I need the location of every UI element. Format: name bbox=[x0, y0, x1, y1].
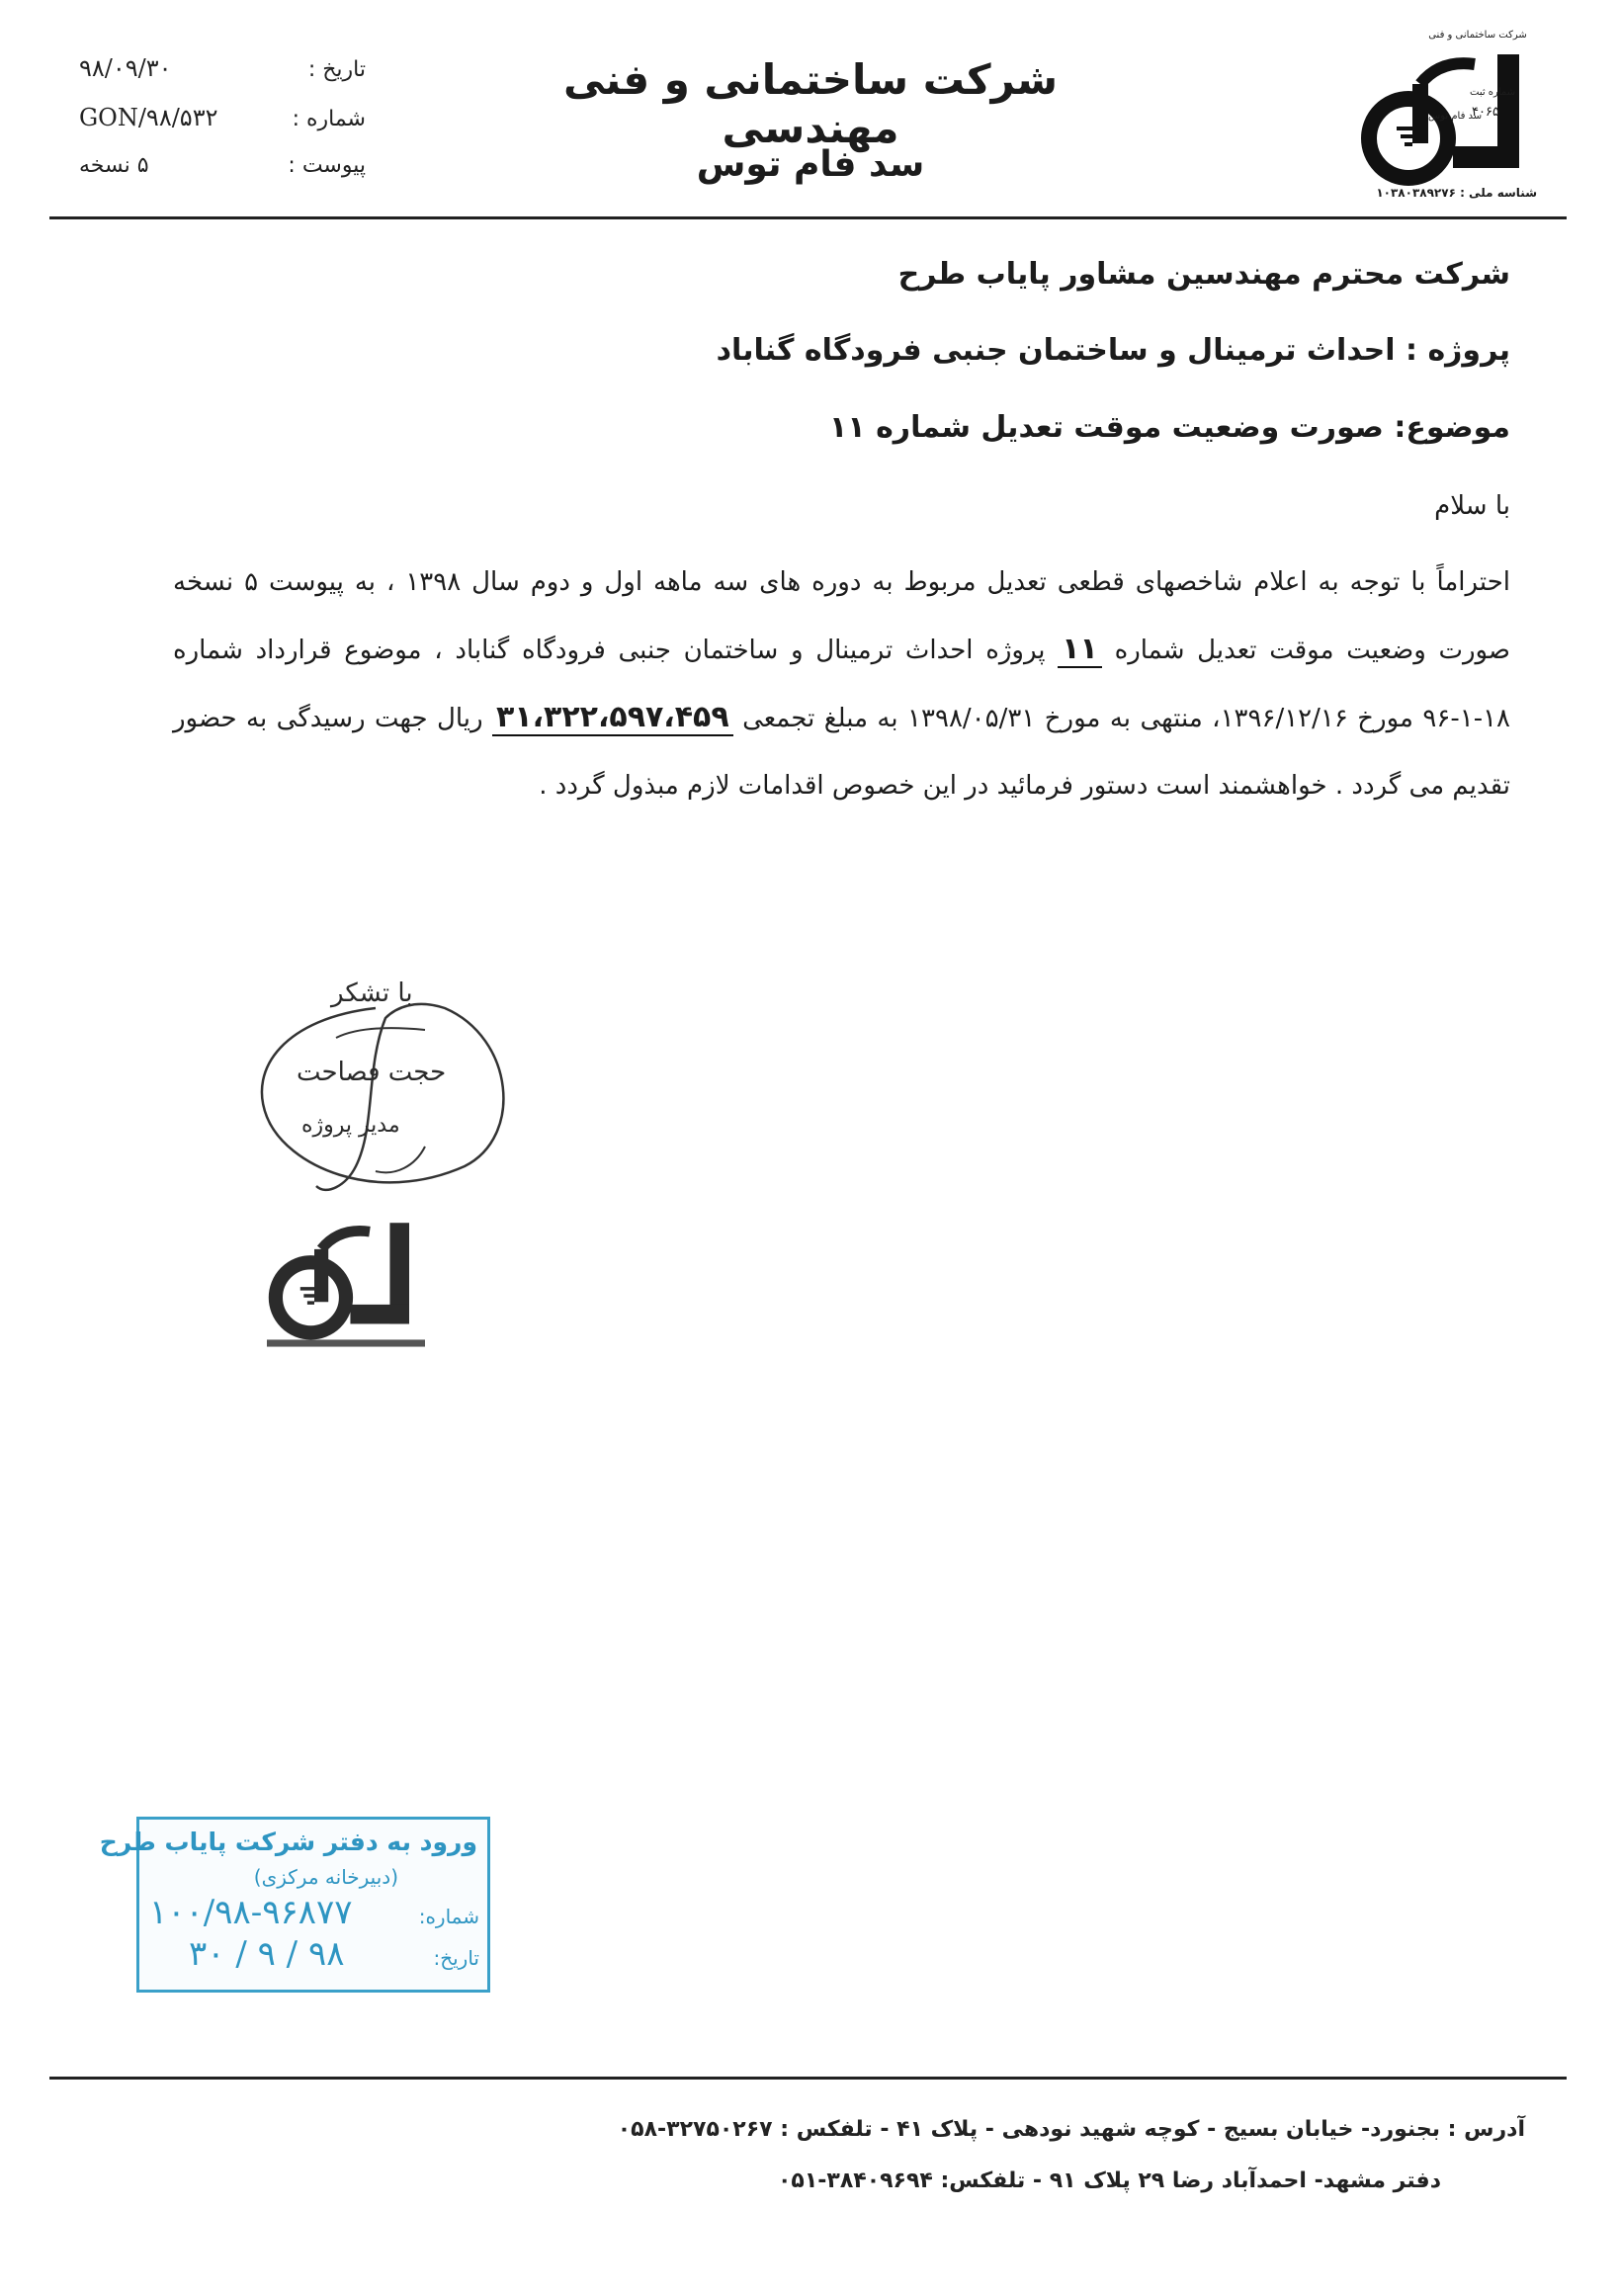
logo-national-id: شناسه ملی : ۱۰۳۸۰۳۸۹۲۷۶ bbox=[1376, 186, 1537, 200]
signatory-title: مدیر پروژه bbox=[301, 1113, 400, 1138]
statement-number: ۱۱ bbox=[1058, 632, 1102, 668]
signatory-name: حجت فصاحت bbox=[297, 1058, 447, 1087]
handwritten-signature-icon bbox=[227, 978, 524, 1216]
number-value: GON/۹۸/۵۳۲ bbox=[79, 104, 218, 131]
paragraph-part-3: ریال جهت رسیدگی به حضور تقدیم می گردد . خواهشمند است دستور فرمائید در این خصوص اقدامات لازم مبذول گردد . bbox=[173, 704, 1510, 801]
stamp-line-2: (دبیرخانه مرکزی) bbox=[253, 1865, 398, 1889]
logo-top-text: شرکت ساختمانی و فنی bbox=[1428, 30, 1527, 41]
footer-address: آدرس : بجنورد- خیابان بسیج - کوچه شهید نودهی - پلاک ۴۱ - تلفکس : ۳۲۷۵۰۲۶۷-۰۵۸ bbox=[617, 2117, 1525, 2142]
attachment-value: ۵ نسخه bbox=[79, 153, 149, 178]
body-paragraph bbox=[173, 549, 1510, 819]
stamp-number-label: شماره: bbox=[418, 1905, 479, 1928]
company-logo bbox=[1359, 30, 1537, 208]
stamp-line-1: ورود به دفتر شرکت پایاب طرح bbox=[99, 1828, 477, 1856]
logo-reg-label: شماره ثبت bbox=[1470, 87, 1516, 98]
company-seal-icon bbox=[267, 1196, 425, 1364]
stamp-number-value: ۱۰۰/۹۸-۹۶۸۷۷ bbox=[149, 1893, 353, 1932]
logo-reg-number: ۴۰۶۵ bbox=[1472, 105, 1499, 120]
company-subname: سد فام توس bbox=[696, 144, 925, 185]
stamp-date-value: ۹۸ / ۹ / ۳۰ bbox=[189, 1934, 345, 1974]
footer-office: دفتر مشهد- احمدآباد رضا ۲۹ پلاک ۹۱ - تلفکس: ۳۸۴۰۹۶۹۴-۰۵۱ bbox=[777, 2168, 1441, 2193]
greeting: با سلام bbox=[1434, 491, 1510, 521]
recipient-line: شرکت محترم مهندسین مشاور پایاب طرح bbox=[897, 257, 1510, 292]
paragraph-part-1: احتراماً با توجه به اعلام شاخصهای قطعی تعدیل مربوط به دوره های سه ماهه اول و دوم سال ۱۳۹۸ ، به پیوست ۵ نسخه صورت وضعیت موقت تعدیل شماره bbox=[173, 567, 1511, 665]
closing-text: با تشکر bbox=[331, 978, 413, 1008]
attachment-label: پیوست : bbox=[288, 153, 366, 178]
footer-divider bbox=[49, 2077, 1567, 2080]
date-label: تاریخ : bbox=[307, 57, 366, 82]
logo-side-text: سد فام توس bbox=[1428, 111, 1483, 122]
date-value: ۹۸/۰۹/۳۰ bbox=[79, 54, 172, 82]
receipt-stamp bbox=[99, 1817, 490, 1993]
subject-line: موضوع: صورت وضعیت موقت تعدیل شماره ۱۱ bbox=[829, 410, 1510, 445]
number-label: شماره : bbox=[292, 107, 366, 131]
header-divider bbox=[49, 216, 1567, 219]
total-amount: ۳۱،۳۲۲،۵۹۷،۴۵۹ bbox=[492, 700, 733, 736]
letter-meta bbox=[79, 54, 366, 203]
signature-block bbox=[227, 978, 524, 1394]
project-line: پروژه : احداث ترمینال و ساختمان جنبی فرودگاه گناباد bbox=[716, 333, 1510, 368]
company-name: شرکت ساختمانی و فنی مهندسی bbox=[562, 55, 1059, 152]
stamp-date-label: تاریخ: bbox=[433, 1946, 479, 1970]
paragraph-part-2: پروژه احداث ترمینال و ساختمان جنبی فرودگاه گناباد ، موضوع قرارداد شماره ۱۸-۱-۹۶ مورخ ۱۳۹۶/۱۲/۱۶، منتهی به مورخ ۱۳۹۸/۰۵/۳۱ به مبلغ تجمعی bbox=[173, 636, 1511, 733]
